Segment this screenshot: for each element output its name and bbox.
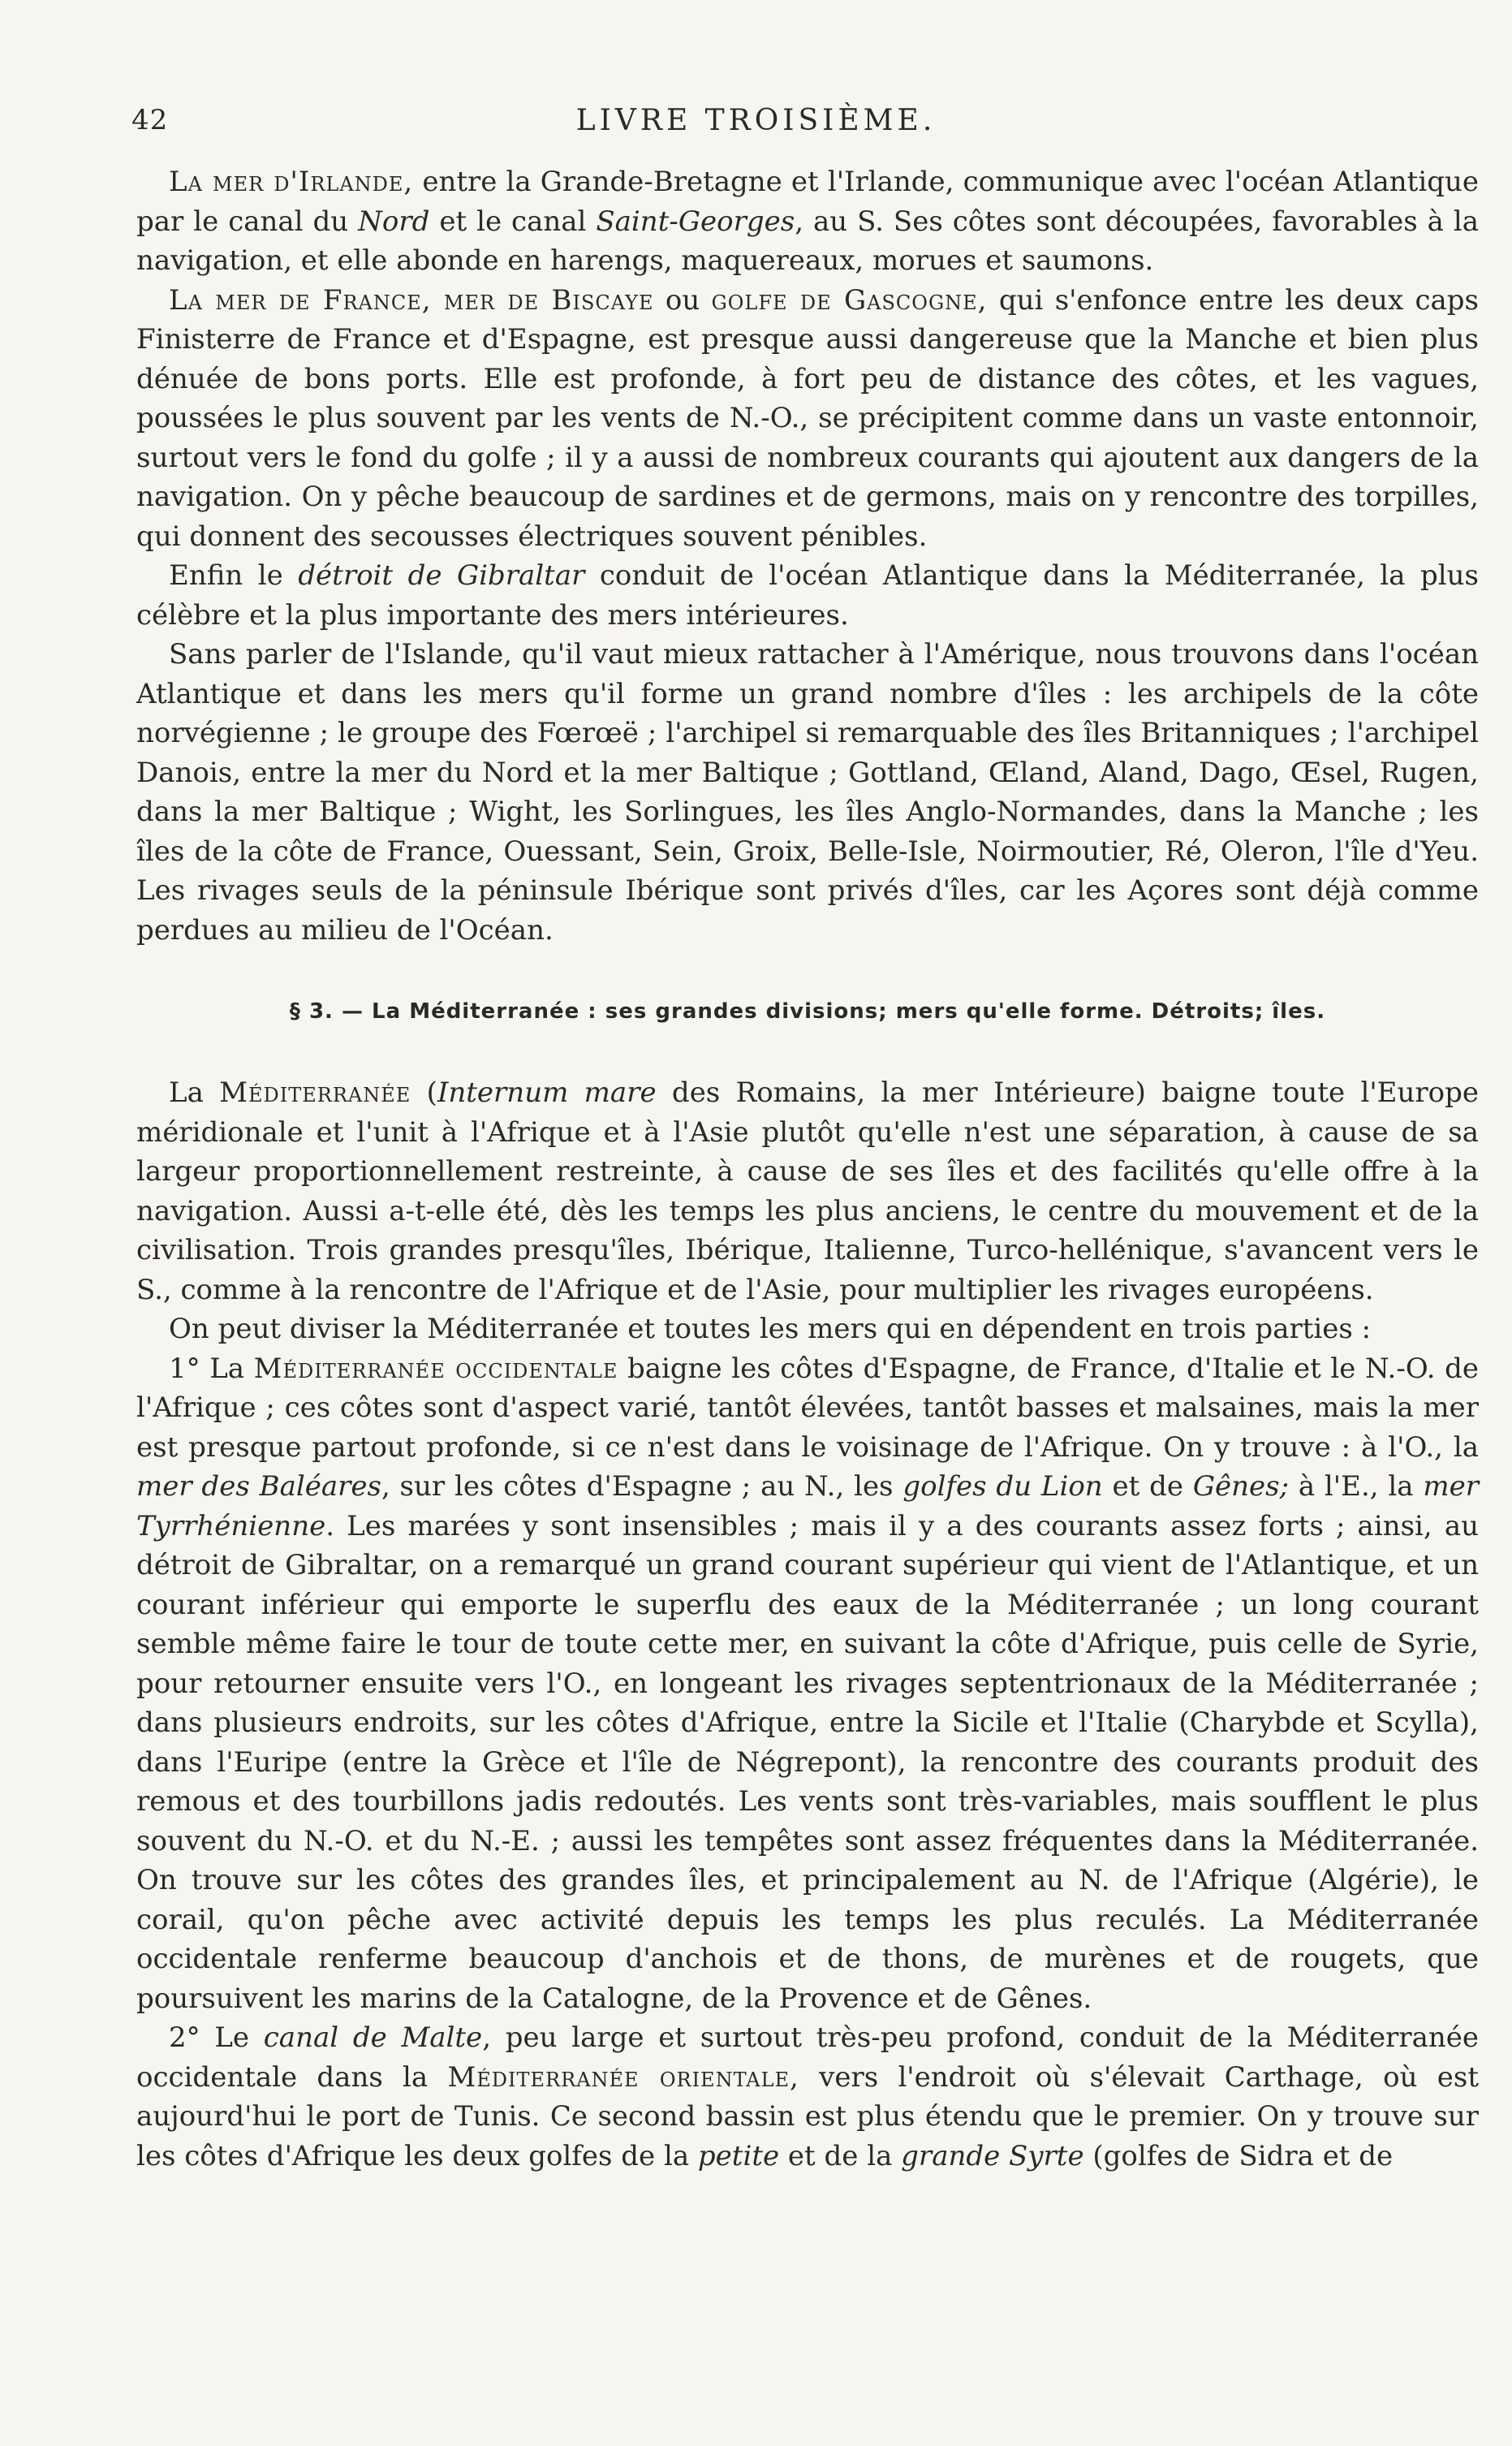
text-run: et de (1102, 1470, 1193, 1503)
term-genes: Gênes; (1192, 1470, 1290, 1503)
text-run: et le canal (429, 205, 597, 238)
text-run: (golfes de Sidra et de (1083, 2139, 1394, 2172)
text-run: des Romains, la mer Intérieure) baigne toute l'Europe méridionale et l'unit à l'Afrique et à l'Asie plutôt qu'elle n'est une séparation, à cause de sa largeur proportionnellement restreinte, à cause de ses îles et des facilités qu'elle offre à la navigation. Aussi a-t-elle été, dès les temps les plus anciens, le centre du mouvement et de la civilisation. Trois grandes presqu'îles, Ibérique, Italienne, Turco-hellénique, s'avancent vers le S., comme à la rencontre de l'Afrique et de l'Asie, pour multiplier les rivages européens. (136, 1076, 1480, 1306)
term-saint-georges: Saint-Georges (596, 205, 795, 238)
term-mediterranee-orientale: Méditerranée orientale, (447, 2060, 799, 2094)
page-header (122, 104, 1390, 145)
paragraph-mer-france (136, 281, 1479, 557)
text-run: baigne les côtes d'Espagne, de France, d'Italie et le N.-O. de l'Afrique ; ces côtes sont d'aspect varié, tantôt élevées, tantôt basses et malsaines, mais la mer est presque partout profonde, si ce n'est dans le voisinage de l'Afrique. On y trouve : à l'O., la (136, 1352, 1479, 1464)
text-run: , peu large et surtout très-peu profond, conduit de la Méditerranée occidentale dans la (136, 2021, 1479, 2094)
term-mediterranee: Méditerranée (219, 1076, 411, 1109)
paragraph-gibraltar (136, 556, 1479, 635)
page-number: 42 (131, 104, 169, 136)
paragraph-canal-malte (136, 2018, 1479, 2176)
text-run: ou (653, 283, 712, 317)
term-mer-baleares: mer des Baléares (136, 1470, 381, 1503)
text-run: , sur les côtes d'Espagne ; au N., les (381, 1470, 903, 1503)
term-mediterranee-occidentale: Méditerranée occidentale (253, 1352, 618, 1385)
term-golfes-lion: golfes du Lion (902, 1470, 1103, 1503)
text-run: 2° Le (169, 2021, 264, 2054)
text-run: , au S. Ses côtes sont découpées, favorables à la navigation, et elle abonde en harengs, maquereaux, morues et saumons. (136, 205, 1479, 277)
text-run: à l'E., la (1289, 1470, 1424, 1503)
term-mer-france: La mer de France, mer de Biscaye (169, 283, 654, 317)
term-nord: Nord (358, 205, 430, 238)
term-internum-mare: Internum mare (437, 1076, 657, 1109)
text-run: entre la Grande-Bretagne et l'Irlande, communique avec l'océan Atlantique par le canal du (136, 166, 1479, 238)
section-heading: § 3. — La Méditerranée : ses grandes divisions; mers qu'elle forme. Détroits; îles. (289, 999, 1326, 1024)
text-run: et de la (779, 2139, 902, 2172)
term-mer-tyrrhenienne: mer Tyrrhénienne (136, 1470, 1479, 1542)
paragraph-trois-parties (136, 1309, 1479, 1349)
term-grande-syrte: grande Syrte (901, 2139, 1084, 2172)
term-petite: petite (697, 2139, 780, 2172)
text-run: La (169, 1076, 220, 1109)
term-mer-irlande: La mer d'Irlande, (169, 166, 414, 198)
body-text (136, 162, 1479, 2176)
text-run: 1° La (169, 1352, 254, 1385)
running-title: LIVRE TROISIÈME. (575, 104, 937, 137)
text-run: . Les marées y sont insensibles ; mais il y a des courants assez forts ; ainsi, au détroit de Gibraltar, on a remarqué un grand courant supérieur qui vient de l'Atlantique, et un courant inférieur qui emporte le superflu des eaux de la Méditerranée ; un long courant semble même faire le tour de toute cette mer, en suivant la côte d'Afrique, puis celle de Syrie, pour retourner ensuite vers l'O., en longeant les rivages septentrionaux de la Méditerranée ; dans plusieurs endroits, sur les côtes d'Afrique, entre la Sicile et l'Italie (Charybde et Scylla), dans l'Euripe (entre la Grèce et l'île de Négrepont), la rencontre des courants produit des remous et des tourbillons jadis redoutés. Les vents sont très-variables, mais soufflent le plus souvent du N.-O. et du N.-E. ; aussi les tempêtes sont assez fréquentes dans la Méditerranée. On trouve sur les côtes des grandes îles, et principalement au N. de l'Afrique (Algérie), le corail, qu'on pêche avec activité depuis les temps les plus reculés. La Méditerranée occidentale renferme beaucoup d'anchois et de thons, de murènes et de rougets, que poursuivent les marins de la Catalogne, de la Provence et de Gênes. (136, 1509, 1479, 2015)
paragraph-mediterranee-occidentale (136, 1349, 1479, 2019)
text-run: conduit de l'océan Atlantique dans la Méditerranée, la plus célèbre et la plus importante des mers intérieures. (136, 559, 1479, 632)
text-run: vers l'endroit où s'élevait Carthage, où est aujourd'hui le port de Tunis. Ce second bassin est plus étendu que le premier. On y trouve sur les côtes d'Afrique les deux golfes de la (136, 2060, 1479, 2172)
term-detroit-gibraltar: détroit de Gibraltar (298, 559, 585, 592)
text-run: On peut diviser la Méditerranée et toutes les mers qui en dépendent en trois parties : (169, 1313, 1372, 1345)
text-run: ( (411, 1076, 437, 1109)
term-golfe-gascogne: golfe de Gascogne, (711, 283, 988, 317)
paragraph-iles-atlantique (136, 635, 1479, 950)
paragraph-mediterranee (136, 1073, 1479, 1309)
term-canal-malte: canal de Malte (263, 2021, 483, 2054)
text-run: Enfin le (169, 559, 299, 592)
text-run: Sans parler de l'Islande, qu'il vaut mieux rattacher à l'Amérique, nous trouvons dans l'océan Atlantique et dans les mers qu'il forme un grand nombre d'îles : les archipels de la côte norvégienne ; le groupe des Fœrœë ; l'archipel si remarquable des îles Britanniques ; l'archipel Danois, entre la mer du Nord et la mer Baltique ; Gottland, Œland, Aland, Dago, Œsel, Rugen, dans la mer Baltique ; Wight, les Sorlingues, les îles Anglo-Normandes, dans la Manche ; les îles de la côte de France, Ouessant, Sein, Groix, Belle-Isle, Noirmoutier, Ré, Oleron, l'île d'Yeu. Les rivages seuls de la péninsule Ibérique sont privés d'îles, car les Açores sont déjà comme perdues au milieu de l'Océan. (136, 638, 1479, 947)
paragraph-mer-irlande (136, 162, 1479, 281)
text-run: qui s'enfonce entre les deux caps Finisterre de France et d'Espagne, est presque aussi dangereuse que la Manche et bien plus dénuée de bons ports. Elle est profonde, à fort peu de distance des côtes, et les vagues, poussées le plus souvent par les vents de N.-O., se précipitent comme dans un vaste entonnoir, surtout vers le fond du golfe ; il y a aussi de nombreux courants qui ajoutent aux dangers de la navigation. On y pêche beaucoup de sardines et de germons, mais on y rencontre des torpilles, qui donnent des secousses électriques souvent pénibles. (136, 283, 1479, 553)
